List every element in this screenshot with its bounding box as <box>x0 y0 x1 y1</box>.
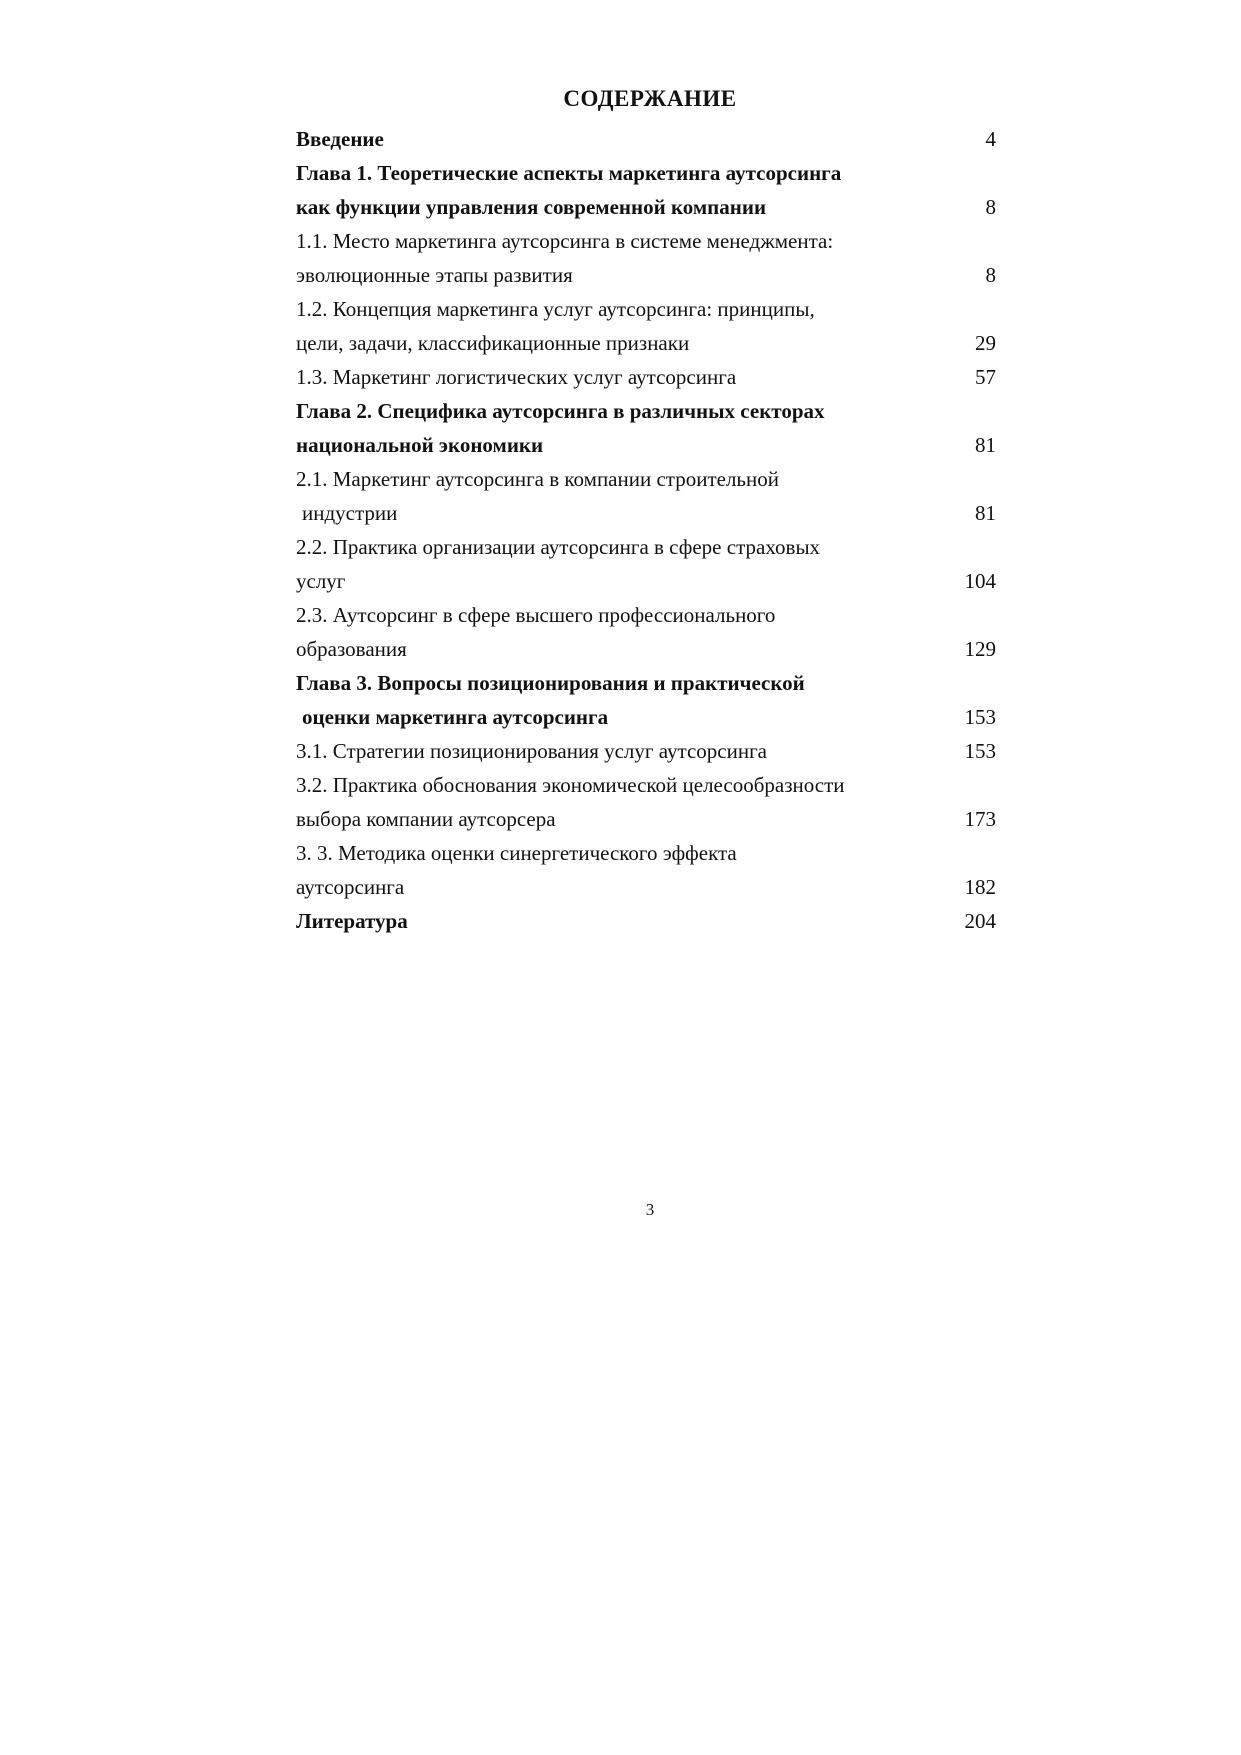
toc-entry <box>296 768 996 802</box>
toc-entry <box>296 700 996 734</box>
toc-entry-page: 81 <box>975 433 996 457</box>
toc-entry-title: 1.1. Место маркетинга аутсорсинга в системе менеджмента: <box>296 229 834 253</box>
toc-entry-title: 2.2. Практика организации аутсорсинга в сфере страховых <box>296 535 821 559</box>
toc-entry <box>296 326 996 360</box>
toc-entry-title: выбора компании аутсорсера <box>296 807 556 831</box>
toc-entry <box>296 122 996 156</box>
toc-entry-title: услуг <box>296 569 346 593</box>
toc-entry-title: Глава 3. Вопросы позиционирования и практической <box>296 671 805 695</box>
toc-entry <box>296 530 996 564</box>
toc-entry-title: 2.3. Аутсорсинг в сфере высшего профессионального <box>296 603 776 627</box>
toc-entry-title: образования <box>296 637 407 661</box>
toc-entry-title: эволюционные этапы развития <box>296 263 573 287</box>
toc-entry-title: Литература <box>296 909 408 933</box>
toc-entry <box>296 836 996 870</box>
toc-entry <box>296 428 996 462</box>
toc-entry <box>296 564 996 598</box>
toc-entry <box>296 394 996 428</box>
toc-entry-title: национальной экономики <box>296 433 544 457</box>
toc-entry <box>296 360 996 394</box>
toc-entry-title: Введение <box>296 127 384 151</box>
table-of-contents <box>296 122 996 938</box>
toc-entry-title: цели, задачи, классификационные признаки <box>296 331 690 355</box>
toc-entry <box>296 904 996 938</box>
toc-entry-page: 57 <box>975 365 996 389</box>
toc-entry <box>296 292 996 326</box>
toc-title: СОДЕРЖАНИЕ <box>563 86 737 111</box>
toc-entry <box>296 224 996 258</box>
toc-entry <box>296 496 996 530</box>
toc-entry <box>296 734 996 768</box>
toc-entry-title: оценки маркетинга аутсорсинга <box>302 705 609 729</box>
page-number: 3 <box>645 1200 655 1219</box>
toc-entry-title: 1.3. Маркетинг логистических услуг аутсорсинга <box>296 365 737 389</box>
toc-entry <box>296 598 996 632</box>
toc-entry <box>296 666 996 700</box>
toc-entry <box>296 156 996 190</box>
toc-entry-page: 204 <box>964 909 996 933</box>
toc-entry <box>296 632 996 666</box>
toc-entry-page: 182 <box>964 875 996 899</box>
toc-entry-title: 3.2. Практика обоснования экономической целесообразности <box>296 773 845 797</box>
toc-entry <box>296 802 996 836</box>
toc-entry <box>296 870 996 904</box>
toc-entry-page: 29 <box>975 331 996 355</box>
toc-entry-title: 3. 3. Методика оценки синергетического эффекта <box>296 841 737 865</box>
toc-entry-page: 153 <box>964 705 996 729</box>
toc-entry-page: 81 <box>975 501 996 525</box>
toc-entry-page: 104 <box>964 569 996 593</box>
toc-entry-page: 173 <box>964 807 996 831</box>
toc-entry-title: 2.1. Маркетинг аутсорсинга в компании строительной <box>296 467 779 491</box>
toc-entry-page: 8 <box>985 195 996 219</box>
toc-entry-page: 8 <box>985 263 996 287</box>
toc-entry-title: как функции управления современной компании <box>296 195 767 219</box>
toc-entry-title: аутсорсинга <box>296 875 405 899</box>
toc-entry <box>296 190 996 224</box>
toc-entry-title: индустрии <box>302 501 398 525</box>
toc-entry <box>296 462 996 496</box>
toc-entry-title: Глава 2. Специфика аутсорсинга в различных секторах <box>296 399 825 423</box>
toc-entry-title: 3.1. Стратегии позиционирования услуг аутсорсинга <box>296 739 768 763</box>
toc-entry-title: 1.2. Концепция маркетинга услуг аутсорсинга: принципы, <box>296 297 815 321</box>
toc-entry-page: 129 <box>964 637 996 661</box>
toc-entry <box>296 258 996 292</box>
toc-entry-page: 153 <box>964 739 996 763</box>
toc-entry-page: 4 <box>985 127 996 151</box>
toc-entry-title: Глава 1. Теоретические аспекты маркетинга аутсорсинга <box>296 161 842 185</box>
